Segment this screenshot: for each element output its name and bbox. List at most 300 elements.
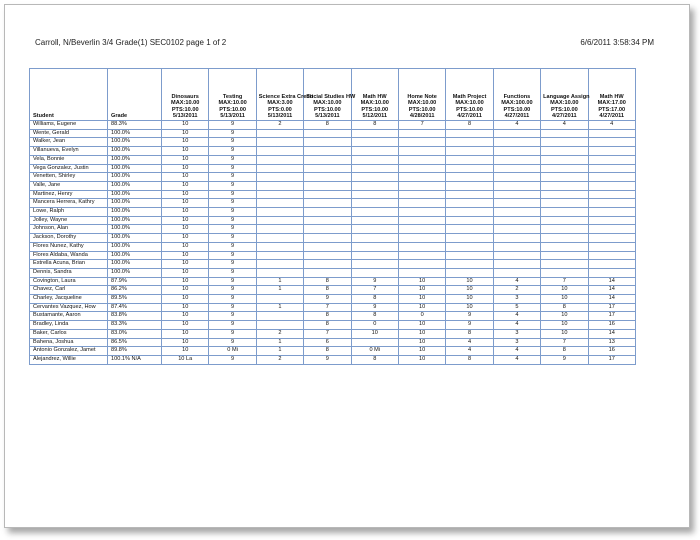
score-cell [351, 208, 398, 217]
student-name-cell: Charley, Jacqueline [30, 295, 108, 304]
grade-cell: 83.0% [108, 329, 162, 338]
score-cell [398, 190, 445, 199]
report-header-timestamp: 6/6/2011 3:58:34 PM [580, 38, 654, 47]
score-cell [304, 199, 351, 208]
assignment-header-date: 4/28/2011 [409, 113, 435, 120]
score-cell [256, 208, 303, 217]
score-cell [493, 190, 540, 199]
score-cell: 9 [209, 129, 256, 138]
score-cell [256, 295, 303, 304]
score-cell: 8 [541, 347, 588, 356]
score-cell [446, 155, 493, 164]
score-cell [304, 216, 351, 225]
score-cell: 10 [162, 347, 209, 356]
score-cell: 9 [209, 268, 256, 277]
score-cell: 0 [398, 312, 445, 321]
assignment-header [162, 69, 209, 121]
score-cell: 9 [209, 181, 256, 190]
grade-cell: 100.0% [108, 199, 162, 208]
score-cell [398, 234, 445, 243]
assignment-header-date: 4/27/2011 [504, 113, 530, 120]
score-cell [398, 164, 445, 173]
table-row [30, 295, 636, 304]
score-cell [351, 338, 398, 347]
score-cell: 10 [162, 329, 209, 338]
assignment-header-pts: PTS:10.00 [408, 106, 436, 113]
score-cell [493, 242, 540, 251]
score-cell [588, 181, 635, 190]
grade-cell: 87.9% [108, 277, 162, 286]
score-cell: 14 [588, 277, 635, 286]
score-cell [541, 155, 588, 164]
grade-cell: 100.0% [108, 181, 162, 190]
score-cell [256, 199, 303, 208]
score-cell: 9 [209, 338, 256, 347]
score-cell [446, 208, 493, 217]
score-cell: 10 [162, 260, 209, 269]
score-cell: 9 [209, 147, 256, 156]
grade-cell: 89.5% [108, 295, 162, 304]
score-cell [493, 199, 540, 208]
table-row [30, 277, 636, 286]
score-cell [304, 155, 351, 164]
table-row [30, 216, 636, 225]
score-cell [446, 181, 493, 190]
grade-cell: 100.0% [108, 138, 162, 147]
score-cell: 10 [162, 303, 209, 312]
score-cell: 7 [351, 286, 398, 295]
grade-cell: 89.8% [108, 347, 162, 356]
score-cell: 10 [398, 338, 445, 347]
score-cell: 10 [162, 181, 209, 190]
score-cell [588, 268, 635, 277]
score-cell: 17 [588, 303, 635, 312]
score-cell: 9 [541, 355, 588, 364]
assignment-header [209, 69, 256, 121]
score-cell: 10 [541, 329, 588, 338]
table-row [30, 338, 636, 347]
assignment-header-max: MAX:10.00 [550, 100, 579, 107]
assignment-header-pts: PTS:10.00 [219, 106, 246, 113]
score-cell: 6 [304, 338, 351, 347]
score-cell [351, 260, 398, 269]
score-cell: 9 [209, 286, 256, 295]
grade-cell: 86.5% [108, 338, 162, 347]
assignment-header-name: Functions [503, 93, 531, 100]
table-row [30, 138, 636, 147]
score-cell [588, 190, 635, 199]
score-cell: 14 [588, 329, 635, 338]
score-cell: 7 [304, 329, 351, 338]
score-cell [446, 251, 493, 260]
score-cell: 10 [541, 295, 588, 304]
score-cell: 9 [209, 121, 256, 130]
score-cell: 8 [304, 121, 351, 130]
grade-cell: 100.0% [108, 129, 162, 138]
score-cell [588, 234, 635, 243]
score-cell: 10 [162, 286, 209, 295]
score-cell [446, 268, 493, 277]
score-cell: 4 [541, 121, 588, 130]
score-cell: 9 [209, 173, 256, 182]
grade-cell: 83.8% [108, 312, 162, 321]
student-name-cell: Baker, Carlos [30, 329, 108, 338]
score-cell: 3 [493, 295, 540, 304]
score-cell [398, 181, 445, 190]
table-row [30, 190, 636, 199]
score-cell: 10 [162, 190, 209, 199]
grade-cell: 100.0% [108, 242, 162, 251]
score-cell [304, 138, 351, 147]
assignment-header [351, 69, 398, 121]
score-cell: 10 [398, 321, 445, 330]
score-cell [351, 242, 398, 251]
score-cell [588, 251, 635, 260]
table-body [30, 121, 636, 365]
score-cell [588, 260, 635, 269]
grade-cell: 100.0% [108, 147, 162, 156]
score-cell [351, 199, 398, 208]
score-cell: 9 [209, 190, 256, 199]
score-cell: 10 [162, 321, 209, 330]
score-cell [256, 312, 303, 321]
student-name-cell: Johnson, Alan [30, 225, 108, 234]
score-cell: 10 [541, 321, 588, 330]
table-row [30, 181, 636, 190]
score-cell [541, 190, 588, 199]
score-cell [493, 216, 540, 225]
student-name-cell: Villanueva, Evelyn [30, 147, 108, 156]
score-cell: 9 [304, 355, 351, 364]
score-cell: 9 [209, 234, 256, 243]
score-cell: 10 [398, 277, 445, 286]
score-cell [541, 208, 588, 217]
score-cell: 9 [209, 216, 256, 225]
assignment-header-date: 4/27/2011 [552, 113, 577, 120]
score-cell [493, 173, 540, 182]
score-cell: 9 [446, 321, 493, 330]
student-name-cell: Venetten, Shirley [30, 173, 108, 182]
score-cell: 10 [398, 295, 445, 304]
score-cell [256, 234, 303, 243]
score-cell: 8 [304, 321, 351, 330]
score-cell: 1 [256, 338, 303, 347]
score-cell: 17 [588, 312, 635, 321]
table-row [30, 155, 636, 164]
table-row [30, 234, 636, 243]
score-cell [351, 225, 398, 234]
score-cell [446, 173, 493, 182]
grade-cell: 100.0% [108, 190, 162, 199]
score-cell: 10 [162, 121, 209, 130]
score-cell [256, 260, 303, 269]
assignment-header [588, 69, 635, 121]
score-cell: 10 [398, 355, 445, 364]
score-cell [256, 190, 303, 199]
score-cell [493, 208, 540, 217]
score-cell [493, 147, 540, 156]
score-cell [351, 147, 398, 156]
score-cell [541, 173, 588, 182]
score-cell [351, 129, 398, 138]
student-name-cell: Antonio Gonzalez, Jamet [30, 347, 108, 356]
score-cell [446, 138, 493, 147]
score-cell: 10 [398, 286, 445, 295]
score-cell: 10 [162, 225, 209, 234]
gradebook-table [29, 68, 636, 365]
score-cell [256, 242, 303, 251]
score-cell [446, 225, 493, 234]
assignment-header-max: MAX:100.00 [501, 100, 533, 107]
assignment-header [446, 69, 493, 121]
table-row [30, 303, 636, 312]
score-cell: 10 [446, 295, 493, 304]
score-cell [304, 181, 351, 190]
table-row [30, 225, 636, 234]
score-cell [256, 155, 303, 164]
score-cell [256, 129, 303, 138]
score-cell [493, 155, 540, 164]
score-cell: 9 [209, 225, 256, 234]
score-cell: 2 [256, 355, 303, 364]
assignment-header-pts: PTS:10.00 [361, 106, 389, 113]
score-cell: 10 [162, 164, 209, 173]
score-cell [398, 260, 445, 269]
score-cell: 8 [304, 286, 351, 295]
grade-cell: 100.1% N/A [108, 355, 162, 364]
score-cell [304, 234, 351, 243]
score-cell [351, 138, 398, 147]
score-cell: 1 [256, 277, 303, 286]
score-cell [398, 242, 445, 251]
score-cell: 10 [162, 138, 209, 147]
student-name-cell: Estrella Acuna, Brian [30, 260, 108, 269]
score-cell: 10 [398, 347, 445, 356]
assignment-header-max: MAX:17.00 [597, 100, 626, 107]
grade-cell: 100.0% [108, 225, 162, 234]
assignment-header-date: 5/13/2011 [172, 113, 198, 120]
score-cell [351, 268, 398, 277]
table-row [30, 329, 636, 338]
table-row [30, 121, 636, 130]
score-cell: 9 [446, 312, 493, 321]
score-cell [304, 225, 351, 234]
student-name-cell: Wente, Gerald [30, 129, 108, 138]
assignment-header-name: Language Assign [543, 93, 590, 100]
score-cell: 8 [351, 355, 398, 364]
score-cell [304, 129, 351, 138]
assignment-header-name: Testing [222, 93, 243, 100]
score-cell [588, 199, 635, 208]
assignment-header [398, 69, 445, 121]
table-row [30, 347, 636, 356]
score-cell: 9 [351, 277, 398, 286]
score-cell [351, 216, 398, 225]
score-cell: 13 [588, 338, 635, 347]
score-cell: 9 [209, 199, 256, 208]
score-cell: 3 [493, 338, 540, 347]
score-cell [588, 173, 635, 182]
score-cell: 0 Mi [209, 347, 256, 356]
score-cell [398, 208, 445, 217]
score-cell: 14 [588, 295, 635, 304]
student-name-cell: Flores Aldaba, Wanda [30, 251, 108, 260]
score-cell: 7 [304, 303, 351, 312]
score-cell: 10 [162, 338, 209, 347]
score-cell: 4 [493, 277, 540, 286]
student-name-cell: Dennis, Sandra [30, 268, 108, 277]
table-row [30, 312, 636, 321]
grade-cell: 100.0% [108, 173, 162, 182]
assignment-header-max: MAX:10.00 [455, 100, 484, 107]
score-cell: 9 [209, 303, 256, 312]
score-cell: 2 [256, 121, 303, 130]
grade-cell: 100.0% [108, 155, 162, 164]
table-row [30, 199, 636, 208]
score-cell: 10 [162, 129, 209, 138]
score-cell [446, 147, 493, 156]
score-cell [541, 225, 588, 234]
table-row [30, 268, 636, 277]
grade-cell: 83.3% [108, 321, 162, 330]
score-cell [351, 251, 398, 260]
score-cell: 10 [398, 329, 445, 338]
score-cell [493, 181, 540, 190]
score-cell: 10 [162, 268, 209, 277]
score-cell [541, 181, 588, 190]
assignment-header [493, 69, 540, 121]
score-cell: 10 La [162, 355, 209, 364]
table-row [30, 251, 636, 260]
score-cell: 9 [209, 138, 256, 147]
assignment-header-date: 4/27/2011 [457, 113, 482, 120]
score-cell [398, 173, 445, 182]
score-cell [493, 268, 540, 277]
score-cell [398, 138, 445, 147]
student-name-cell: Covington, Laura [30, 277, 108, 286]
student-name-cell: Martinez, Henry [30, 190, 108, 199]
score-cell [446, 216, 493, 225]
score-cell [541, 147, 588, 156]
score-cell: 9 [209, 155, 256, 164]
score-cell [351, 173, 398, 182]
score-cell [256, 225, 303, 234]
score-cell: 16 [588, 321, 635, 330]
grade-cell: 87.4% [108, 303, 162, 312]
grade-cell: 100.0% [108, 268, 162, 277]
grade-cell: 100.0% [108, 216, 162, 225]
score-cell: 8 [446, 121, 493, 130]
report-header-title: Carroll, N/Beverlin 3/4 Grade(1) SEC0102 page 1 of 2 [35, 38, 227, 47]
score-cell [256, 138, 303, 147]
grade-cell: 86.2% [108, 286, 162, 295]
score-cell [398, 216, 445, 225]
score-cell: 10 [162, 208, 209, 217]
score-cell [493, 138, 540, 147]
score-cell: 9 [209, 295, 256, 304]
student-name-cell: Alejandrez, Willie [30, 355, 108, 364]
assignment-header-pts: PTS:10.00 [550, 106, 578, 113]
score-cell [446, 190, 493, 199]
assignment-header-name: Home Note [407, 93, 437, 100]
score-cell [304, 242, 351, 251]
grade-cell: 100.0% [108, 234, 162, 243]
student-name-cell: Valle, Jane [30, 181, 108, 190]
student-name-cell: Cervantes Vazquez, How [30, 303, 108, 312]
score-cell: 8 [446, 355, 493, 364]
score-cell: 4 [493, 347, 540, 356]
score-cell [256, 268, 303, 277]
score-cell: 4 [493, 321, 540, 330]
student-name-cell: Bahena, Joshua [30, 338, 108, 347]
table-row [30, 355, 636, 364]
assignment-header-name: Science Extra Credit [258, 93, 314, 100]
table-row [30, 208, 636, 217]
score-cell: 7 [398, 121, 445, 130]
assignment-header-max: MAX:10.00 [218, 100, 247, 107]
score-cell [541, 251, 588, 260]
score-cell [541, 234, 588, 243]
score-cell [493, 225, 540, 234]
table-row [30, 164, 636, 173]
score-cell: 7 [541, 338, 588, 347]
table-row [30, 260, 636, 269]
score-cell: 9 [209, 242, 256, 251]
score-cell [304, 251, 351, 260]
grade-cell: 88.3% [108, 121, 162, 130]
score-cell [398, 251, 445, 260]
score-cell [541, 242, 588, 251]
table-row [30, 242, 636, 251]
score-cell: 5 [493, 303, 540, 312]
assignment-header-pts: PTS:10.00 [503, 106, 531, 113]
score-cell: 8 [446, 329, 493, 338]
score-cell [398, 147, 445, 156]
score-cell [351, 155, 398, 164]
score-cell [304, 173, 351, 182]
score-cell [588, 216, 635, 225]
grade-cell: 100.0% [108, 208, 162, 217]
score-cell: 10 [162, 234, 209, 243]
student-name-cell: Bustamante, Aaron [30, 312, 108, 321]
table-row [30, 173, 636, 182]
student-name-cell: Jolley, Wayne [30, 216, 108, 225]
assignment-header [541, 69, 588, 121]
score-cell: 9 [209, 312, 256, 321]
score-cell: 4 [493, 121, 540, 130]
score-cell: 8 [351, 312, 398, 321]
score-cell [541, 199, 588, 208]
assignment-header-name: Social Studies HW [306, 93, 356, 100]
score-cell: 8 [541, 303, 588, 312]
assignment-header-max: MAX:10.00 [313, 100, 342, 107]
score-cell [541, 129, 588, 138]
assignment-header-max: MAX:10.00 [408, 100, 437, 107]
score-cell [446, 199, 493, 208]
assignment-header-date: 5/13/2011 [315, 113, 340, 120]
score-cell [588, 225, 635, 234]
student-name-cell: Vega Gonzalez, Justin [30, 164, 108, 173]
student-name-cell: Lowe, Ralph [30, 208, 108, 217]
score-cell [588, 147, 635, 156]
assignment-header-max: MAX:3.00 [267, 100, 293, 107]
score-cell: 10 [162, 295, 209, 304]
student-name-cell: Bradley, Linda [30, 321, 108, 330]
score-cell [351, 190, 398, 199]
assignment-header-pts: PTS:10.00 [171, 106, 199, 113]
grade-cell: 100.0% [108, 164, 162, 173]
score-cell [351, 164, 398, 173]
